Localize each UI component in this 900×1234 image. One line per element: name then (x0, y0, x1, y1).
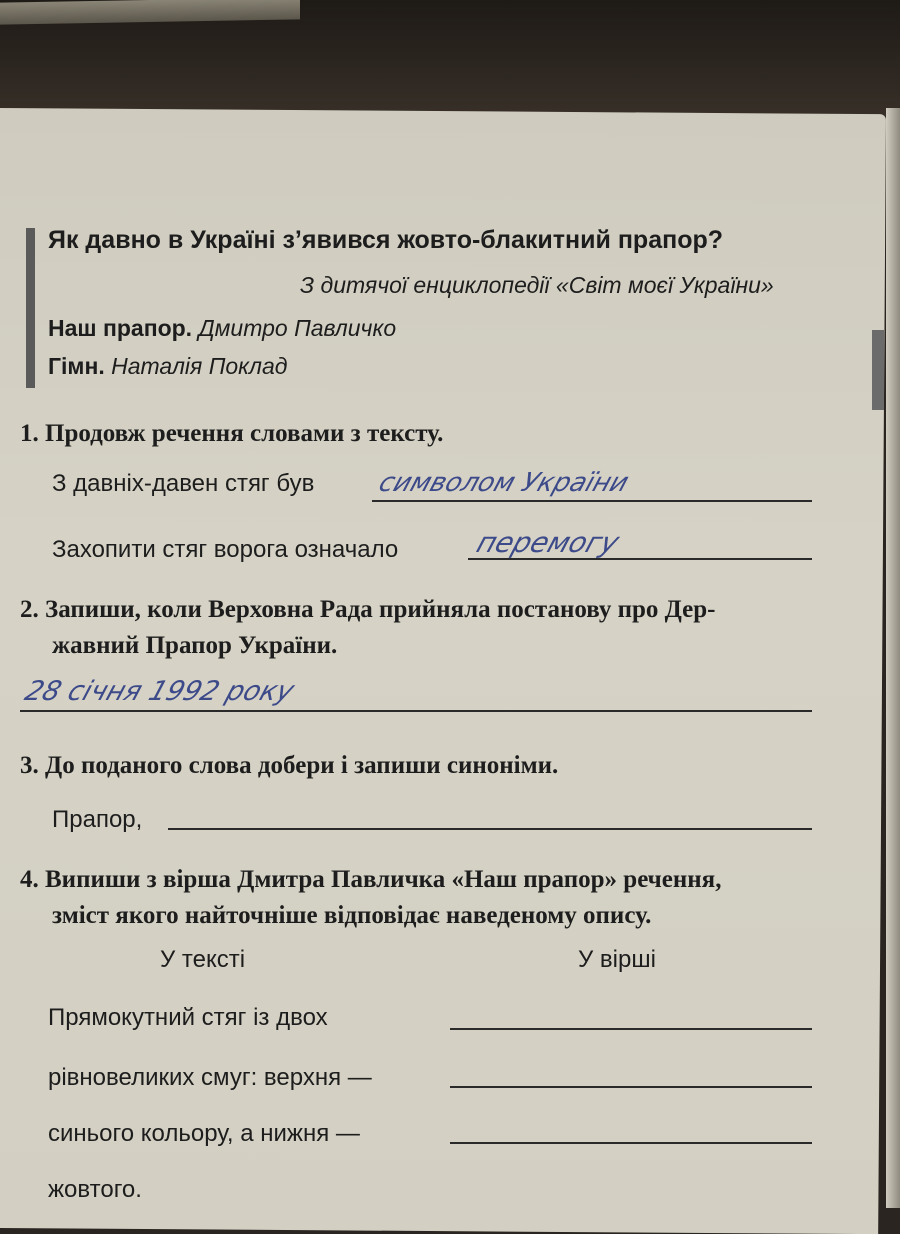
handwritten-answer-1: символом України (375, 468, 633, 498)
task-2-title-line-1: Запиши, коли Верховна Рада прийняла постанову про Дер- (45, 596, 716, 623)
section-title: Як давно в Україні з’явився жовто-блакитний прапор? (48, 226, 724, 254)
task-1-title: Продовж речення словами з тексту. (45, 420, 444, 447)
answer-line[interactable] (450, 1142, 812, 1144)
answer-line[interactable] (20, 710, 812, 712)
task-2-number: 2. (20, 596, 39, 623)
section-marker-bar (26, 228, 35, 388)
task-1-prompt-2: Захопити стяг ворога означало (52, 536, 399, 563)
task-3-title: До поданого слова добери і запиши синоніми. (45, 752, 559, 779)
task-1-heading (20, 420, 443, 448)
handwritten-answer-2: перемогу (472, 526, 624, 559)
page-edge-shadow (886, 108, 900, 1208)
description-line-4: жовтого. (48, 1176, 142, 1203)
task-3-prompt: Прапор, (52, 806, 143, 833)
reading-item-2 (48, 353, 288, 380)
task-4-number: 4. (20, 866, 39, 893)
column-header-left: У тексті (160, 946, 246, 973)
task-3-heading (20, 752, 558, 780)
reading-item-1-title: Наш прапор. (48, 315, 193, 341)
reading-item-2-author: Наталія Поклад (111, 353, 288, 379)
answer-line[interactable] (168, 828, 812, 830)
task-4-heading (20, 866, 721, 894)
reading-item-1 (48, 315, 396, 342)
answer-line[interactable] (372, 500, 812, 502)
reading-item-2-title: Гімн. (48, 353, 105, 379)
column-header-right: У вірші (578, 946, 656, 973)
task-2-title-line-2: жавний Прапор України. (52, 632, 338, 659)
reading-item-1-author: Дмитро Павличко (198, 315, 397, 341)
source-caption: З дитячої енциклопедії «Світ моєї України» (300, 272, 774, 298)
task-2-heading (20, 596, 716, 624)
description-line-1: Прямокутний стяг із двох (48, 1004, 328, 1031)
task-4-title-line-1: Випиши з вірша Дмитра Павличка «Наш прапор» речення, (45, 866, 722, 893)
task-1-prompt-1: З давніх-давен стяг був (52, 470, 315, 497)
task-4-title-line-2: зміст якого найточніше відповідає наведеному опису. (52, 902, 652, 929)
task-3-number: 3. (20, 752, 39, 779)
page-tab-marker (872, 330, 884, 410)
answer-line[interactable] (450, 1028, 812, 1030)
answer-line[interactable] (450, 1086, 812, 1088)
description-line-2: рівновеликих смуг: верхня — (48, 1064, 372, 1091)
handwritten-answer-3: 28 січня 1992 року (20, 676, 299, 707)
task-1-number: 1. (20, 420, 39, 447)
description-line-3: синього кольору, а нижня — (48, 1120, 360, 1147)
